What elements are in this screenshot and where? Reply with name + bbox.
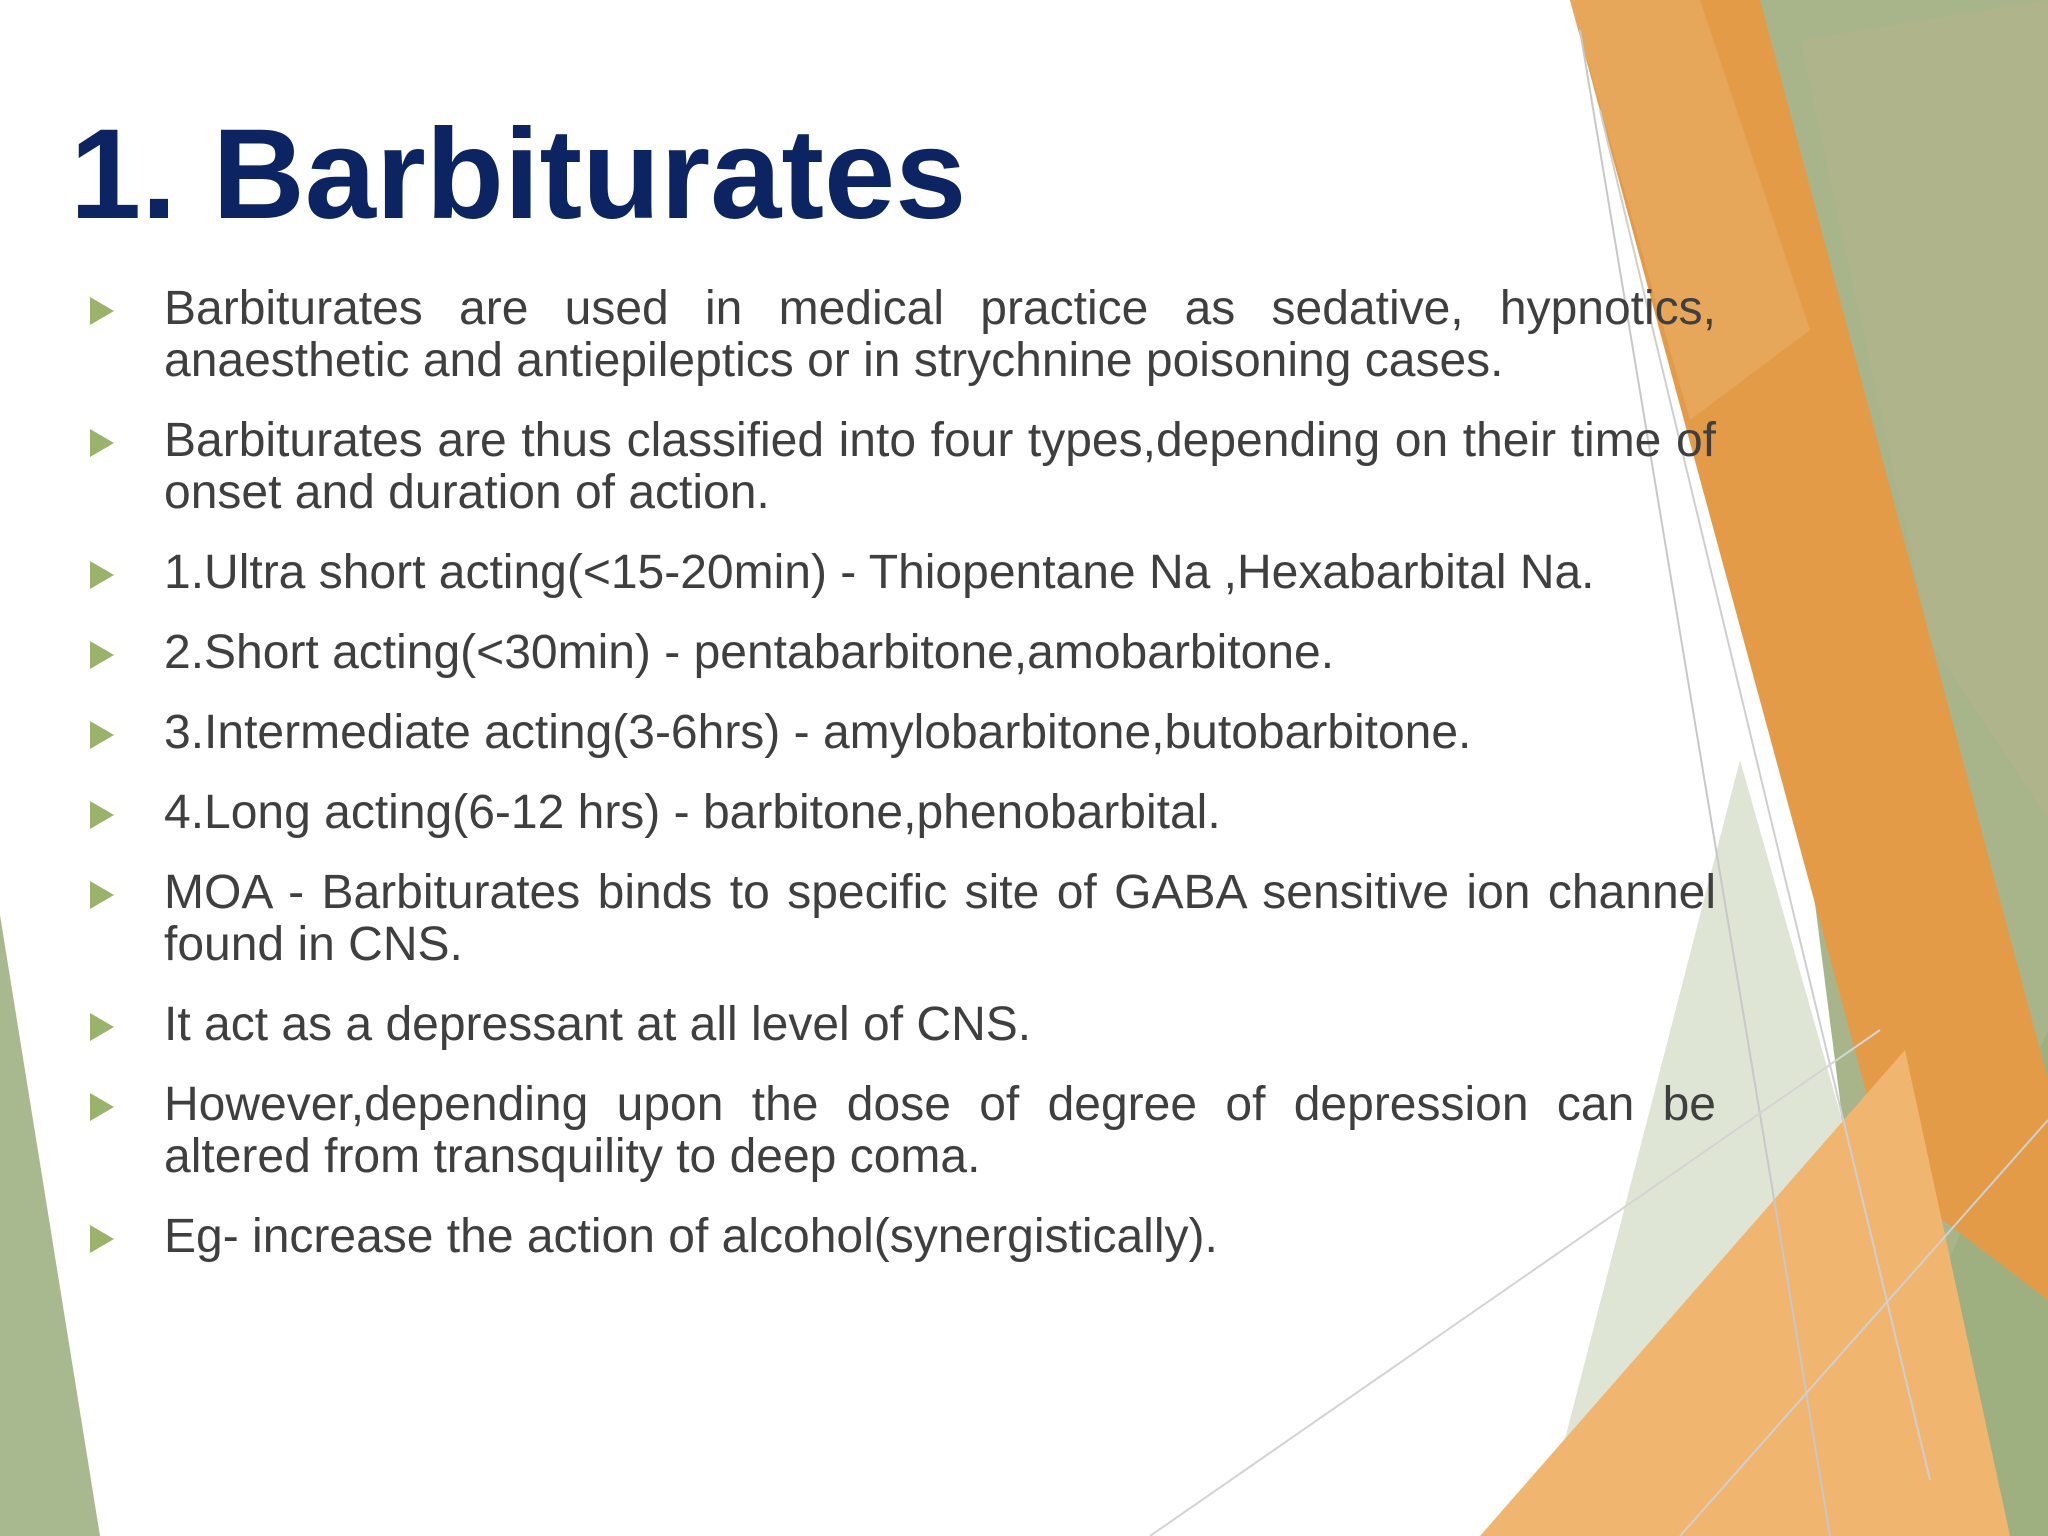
triangle-right-icon — [90, 1013, 114, 1041]
triangle-right-icon — [90, 801, 114, 829]
bullet-text: However,depending upon the dose of degree of depression can be altered from transquility to deep coma. — [164, 1078, 1716, 1183]
bullet-text: Barbiturates are thus classified into four types,depending on their time of onset and duration of action. — [164, 414, 1716, 519]
bullet-item — [80, 547, 1716, 599]
bullet-item — [80, 999, 1716, 1051]
bullet-text: It act as a depressant at all level of CNS. — [164, 998, 1032, 1051]
bullet-text: 2.Short acting(<30min) - pentabarbitone,amobarbitone. — [164, 626, 1335, 679]
triangle-right-icon — [90, 721, 114, 749]
bullet-item — [80, 627, 1716, 679]
bullet-text: 4.Long acting(6-12 hrs) - barbitone,phenobarbital. — [164, 786, 1221, 839]
bullet-item — [80, 867, 1716, 971]
bullet-item — [80, 787, 1716, 839]
bullet-text: MOA - Barbiturates binds to specific site of GABA sensitive ion channel found in CNS. — [164, 866, 1716, 971]
triangle-right-icon — [90, 881, 114, 909]
bullet-item — [80, 283, 1716, 387]
triangle-right-icon — [90, 1093, 114, 1121]
triangle-right-icon — [90, 429, 114, 457]
bullet-item — [80, 707, 1716, 759]
bullet-item — [80, 1211, 1716, 1263]
bullet-item — [80, 415, 1716, 519]
bullet-text: Eg- increase the action of alcohol(synergistically). — [164, 1210, 1218, 1263]
bullet-text: Barbiturates are used in medical practice as sedative, hypnotics, anaesthetic and antiepileptics or in strychnine poisoning cases. — [164, 282, 1716, 387]
bullet-text: 3.Intermediate acting(3-6hrs) - amylobarbitone,butobarbitone. — [164, 706, 1472, 759]
bullet-text: 1.Ultra short acting(<15-20min) - Thiopentane Na ,Hexabarbital Na. — [164, 546, 1595, 599]
triangle-right-icon — [90, 561, 114, 589]
bullet-list — [80, 283, 1716, 1291]
slide-title: 1. Barbiturates — [70, 103, 967, 246]
triangle-right-icon — [90, 641, 114, 669]
triangle-right-icon — [90, 1225, 114, 1253]
triangle-right-icon — [90, 297, 114, 325]
bullet-item — [80, 1079, 1716, 1183]
